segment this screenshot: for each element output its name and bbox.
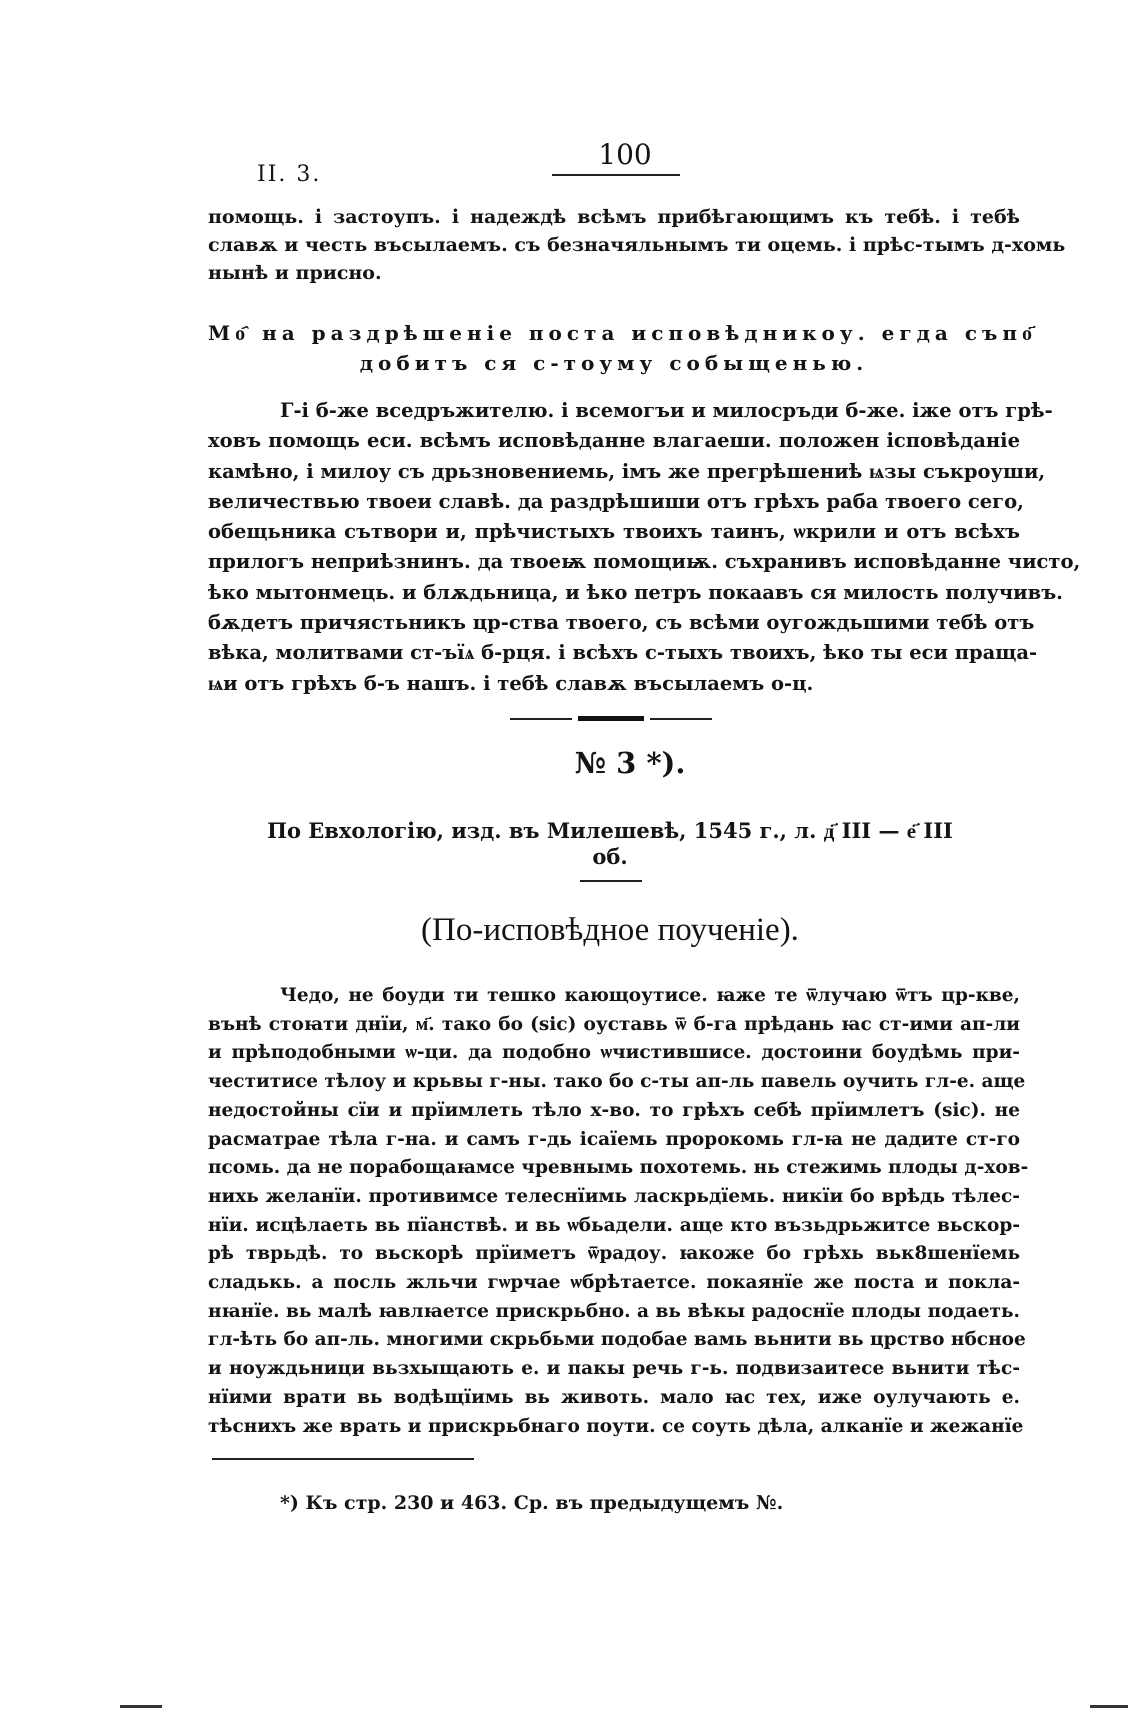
teaching-paragraph bbox=[208, 982, 1029, 1441]
footnote-rule bbox=[212, 1458, 474, 1460]
section-heading: (По-исповѣдное поученіе). bbox=[421, 912, 799, 948]
text-line: обещьника сътвори и, прѣчистыхъ твоихъ таинъ, ѡкрили и отъ всѣхъ bbox=[208, 520, 1020, 544]
text-line: и ноуждьници вьзхыщають е. и пакы речь г-ь. подвизаитесе вьнити тѣс- bbox=[208, 1358, 1020, 1380]
text-line: честитисе тѣлоу и крьвы г-ны. тако бо с-ты ап-ль павель оучить гл-е. аще bbox=[208, 1071, 1026, 1093]
text-line: вънѣ стоꙗти днїи, м҃. тако бо (sic) оуставь ѿ б-га прѣдань ꙗс ст-ими ап-ли bbox=[208, 1013, 1020, 1035]
text-line: нынѣ и присно. bbox=[208, 262, 382, 284]
text-line: ховъ помощь еси. всѣмъ исповѣданне влагаеши. положен ісповѣданіе bbox=[208, 429, 1020, 453]
text-line: и прѣподобными ѡ-ци. да подобно ѡчистившисе. достоини боудѣмь при- bbox=[208, 1042, 1020, 1064]
source-citation: По Евхологію, изд. въ Милешевѣ, 1545 г., л. д҃ ІІІ — е҃ ІІІ об. bbox=[267, 818, 953, 869]
text-line: нїими врати вь водѣщїимь вь животь. мало ꙗс тех, иже оулучають е. bbox=[208, 1386, 1020, 1408]
print-mark-right bbox=[1090, 1705, 1128, 1708]
footnote: *) Къ стр. 230 и 463. Ср. въ предыдущемъ №. bbox=[280, 1492, 784, 1514]
text-line: бѫдетъ причястьникъ цр-ства твоего, съ всѣми оугождьшими тебѣ отъ bbox=[208, 611, 1035, 635]
divider-right-line bbox=[650, 718, 712, 720]
text-line: сладькь. а посль жльчи гѡрчае ѡбрѣтаетсе. покаянїе же поста и покла- bbox=[208, 1272, 1020, 1294]
text-line: недостойны сїи и прїимлеть тѣло х-во. то грѣхъ себѣ прїимлетъ (sic). не bbox=[208, 1099, 1020, 1121]
text-line: нихь желанїи. противимсе телеснїимь ласкрьдїемь. никїи бо врѣдь тѣлес- bbox=[208, 1185, 1020, 1207]
divider-left-line bbox=[510, 718, 572, 720]
text-line: псомь. да не порабощаꙗмсе чревнымь похотемь. нь стежимь плоды д-хов- bbox=[208, 1157, 1029, 1179]
text-line: прилогъ неприѣзнинъ. да твоеѭ помощиѭ. съхранивъ исповѣданне чисто, bbox=[208, 550, 1081, 574]
text-line: ѩи отъ грѣхъ б-ъ нашъ. і тебѣ славѫ въсылаемъ о-ц. bbox=[208, 671, 814, 695]
text-line: Г-і б-же вседръжителю. і всемогъи и милосръди б-же. іже отъ грѣ- bbox=[280, 399, 1053, 422]
continuation-paragraph bbox=[208, 203, 1066, 287]
page-number-rule bbox=[552, 174, 680, 176]
prayer-title-line-2: добитъ ся с-тоуму собыщенью. bbox=[359, 351, 869, 375]
text-line: Чедо, не боуди ти тешко кающоутисе. ꙗже те ѿлучаю ѿтъ цр-кве, bbox=[280, 985, 1020, 1006]
print-mark-left bbox=[120, 1705, 162, 1708]
text-line: рѣ тврьдѣ. то вьскорѣ прїиметъ ѿрадоу. ꙗкоже бо грѣхь вьк8шенїемь bbox=[208, 1243, 1020, 1265]
text-line: нїи. исцѣлаеть вь пїанствѣ. и вь ѡбьадели. аще кто възьдрьжитсе вьскор- bbox=[208, 1214, 1020, 1236]
divider-center-bar bbox=[578, 716, 644, 721]
text-line: нꙗнїе. вь малѣ ꙗвлꙗетсе прискрьбно. а вь вѣкы радоснїе плоды подаеть. bbox=[208, 1300, 1020, 1322]
signature-mark: II. 3. bbox=[257, 162, 322, 187]
text-line: ѣко мытонмець. и блѫдьница, и ѣко петръ покаавъ ся милость получивъ. bbox=[208, 580, 1063, 604]
text-line: расматрае тѣла г-на. и самъ г-дь ісаїемь пророкомь гл-ꙗ не дадите ст-го bbox=[208, 1128, 1020, 1150]
text-line: гл-ѣть бо ап-ль. многими скрьбьми подобае вамь вьнити вь црство нбсное bbox=[208, 1329, 1026, 1351]
text-line: тѣснихъ же врать и прискрьбнаго поути. се соуть дѣла, алканїе и жежанїе bbox=[208, 1415, 1024, 1437]
text-line: вѣка, молитвами ст-ъїѧ б-рця. і всѣхъ с-тыхъ твоихъ, ѣко ты еси праща- bbox=[208, 641, 1038, 665]
prayer-title-line-1: Мо҄ на раздрѣшеніе поста исповѣдникоу. егда съпо҃ bbox=[208, 321, 1038, 345]
text-line: величествью твоеи славѣ. да раздрѣшиши отъ грѣхъ раба твоего сего, bbox=[208, 489, 1024, 513]
section-number: № 3 *). bbox=[574, 746, 686, 780]
text-line: славѫ и честь въсылаемъ. съ безначяльнымъ ти оцемь. і прѣс-тымъ д-хомь bbox=[208, 234, 1066, 256]
section-divider-ornament bbox=[510, 716, 710, 722]
short-rule bbox=[580, 880, 642, 882]
page-number: 100 bbox=[598, 138, 652, 171]
prayer-title bbox=[208, 318, 1038, 378]
text-line: помощь. і застоупъ. і надеждѣ всѣмъ прибѣгающимъ къ тебѣ. і тебѣ bbox=[208, 206, 1020, 228]
prayer-paragraph bbox=[208, 396, 1081, 699]
text-line: камѣно, і милоу съ дрьзновениемь, імъ же прегрѣшениѣ ѩзы съкроуши, bbox=[208, 459, 1046, 483]
